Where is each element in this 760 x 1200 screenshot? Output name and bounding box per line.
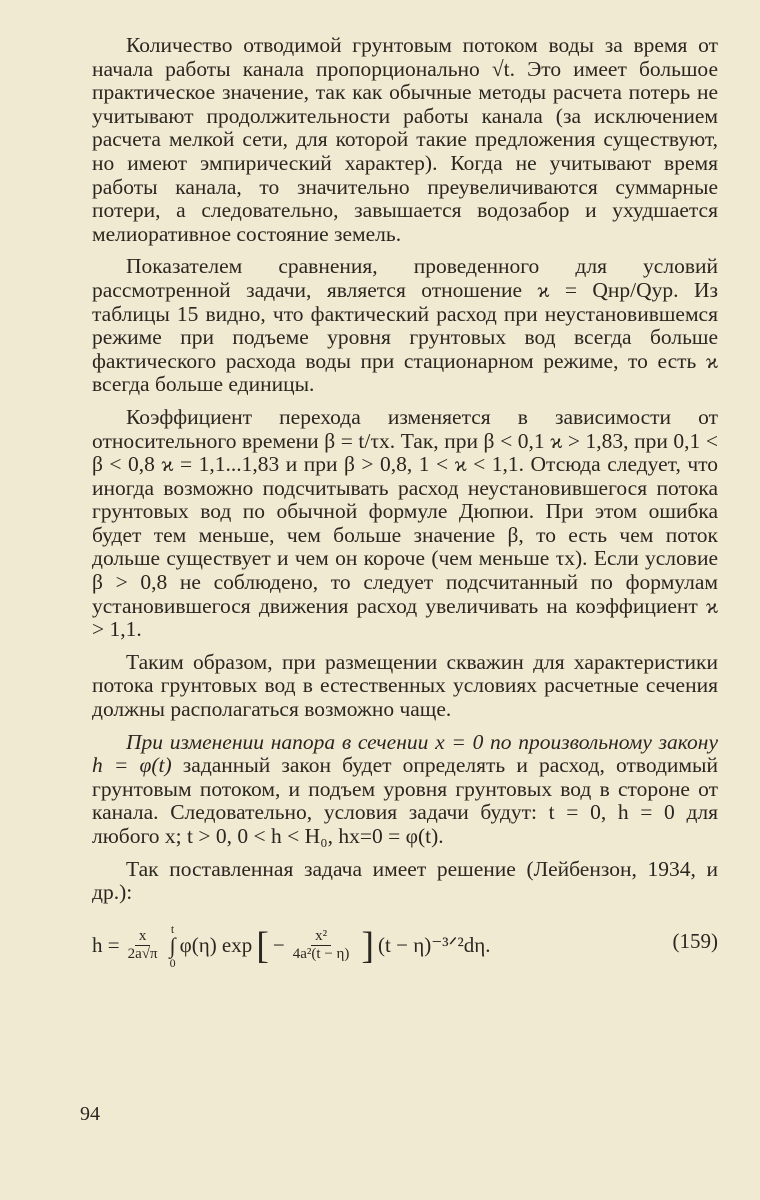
equation-tail: (t − η)⁻³ᐟ²dη. xyxy=(378,933,491,958)
paragraph-5 xyxy=(92,731,718,849)
integrand: φ(η) exp xyxy=(179,933,253,958)
paragraph-6: Так поставленная задача имеет решение (Лейбензон, 1934, и др.): xyxy=(92,856,718,905)
paragraph-1: Количество отводимой грунтовым потоком воды за время от начала работы канала пропорционально √t. Это имеет большое практическое значение, так как обычные методы расчета потерь не учитывают продолжительности работы канала (за исключением расчета мелкой сети, для которой такие предложения существуют, но имеют эмпирический характер). Когда не учитывают время работы канала, то значительно преувеличиваются суммарные потери, а следовательно, завышается водозабор и ухудшается мелиоративное состояние земель. xyxy=(92,33,718,246)
paragraph-2: Показателем сравнения, проведенного для условий рассмотренной задачи, является отношение ϰ = Qнр/Qур. Из таблицы 15 видно, что фактический расход при неустановившемся режиме при подъеме уровня грунтовых вод всегда больше фактического расхода воды при стационарном режиме, то есть ϰ всегда больше единицы. xyxy=(92,254,718,397)
italic-lead-text: При изменении напора в сечении x = 0 по произвольному закону h = φ(t) xyxy=(92,729,718,778)
fraction-1 xyxy=(124,928,162,963)
equation-number: (159) xyxy=(672,928,718,953)
integral-symbol: ∫ xyxy=(169,932,176,958)
integral-sign xyxy=(170,923,176,969)
equation-body xyxy=(92,923,491,969)
fraction-2 xyxy=(289,928,354,963)
right-bracket: ] xyxy=(361,924,375,967)
paragraph-4: Таким образом, при размещении скважин для характеристики потока грунтовых вод в естественных условиях расчетные сечения должны располагаться возможно чаще. xyxy=(92,649,718,722)
integral-upper-limit: t xyxy=(170,921,175,936)
paragraph-3: Коэффициент перехода изменяется в зависимости от относительного времени β = t/τx. Так, при β < 0,1 ϰ > 1,83, при 0,1 < β < 0,8 ϰ = 1,1...1,83 и при β > 0,8, 1 < ϰ < 1,1. Отсюда следует, что иногда возможно подсчитывать расход неустановившегося потока грунтовых вод по обычной формуле Дюпюи. При этом ошибка будет тем меньше, чем больше значение β, то есть чем поток дольше существует и чем он короче (чем меньше τx). Если условие β > 0,8 не соблюдено, то следует подсчитанный по формулам установившегося движения расход увеличивать на коэффициент ϰ > 1,1. xyxy=(92,404,718,642)
page-number: 94 xyxy=(80,1103,100,1125)
paragraph-5-rest: заданный закон будет определять и расход, отводимый грунтовым потоком, и подъем уровня грунтовых вод в стороне от канала. Следовательно, условия задачи будут: t = 0, h = 0 для любого x; t > 0, 0 < h < H₀, hx=0 = φ(t). xyxy=(92,753,718,848)
minus-sign: − xyxy=(272,933,285,958)
integral-lower-limit: 0 xyxy=(169,955,176,970)
fraction-2-numerator: x² xyxy=(311,928,331,946)
equation-lhs: h = xyxy=(92,933,120,958)
equation-159 xyxy=(92,915,718,975)
fraction-1-denominator: 2a√π xyxy=(127,946,158,963)
left-bracket: [ xyxy=(256,924,269,967)
fraction-2-denominator: 4a²(t − η) xyxy=(292,946,350,963)
fraction-1-numerator: x xyxy=(135,928,151,946)
